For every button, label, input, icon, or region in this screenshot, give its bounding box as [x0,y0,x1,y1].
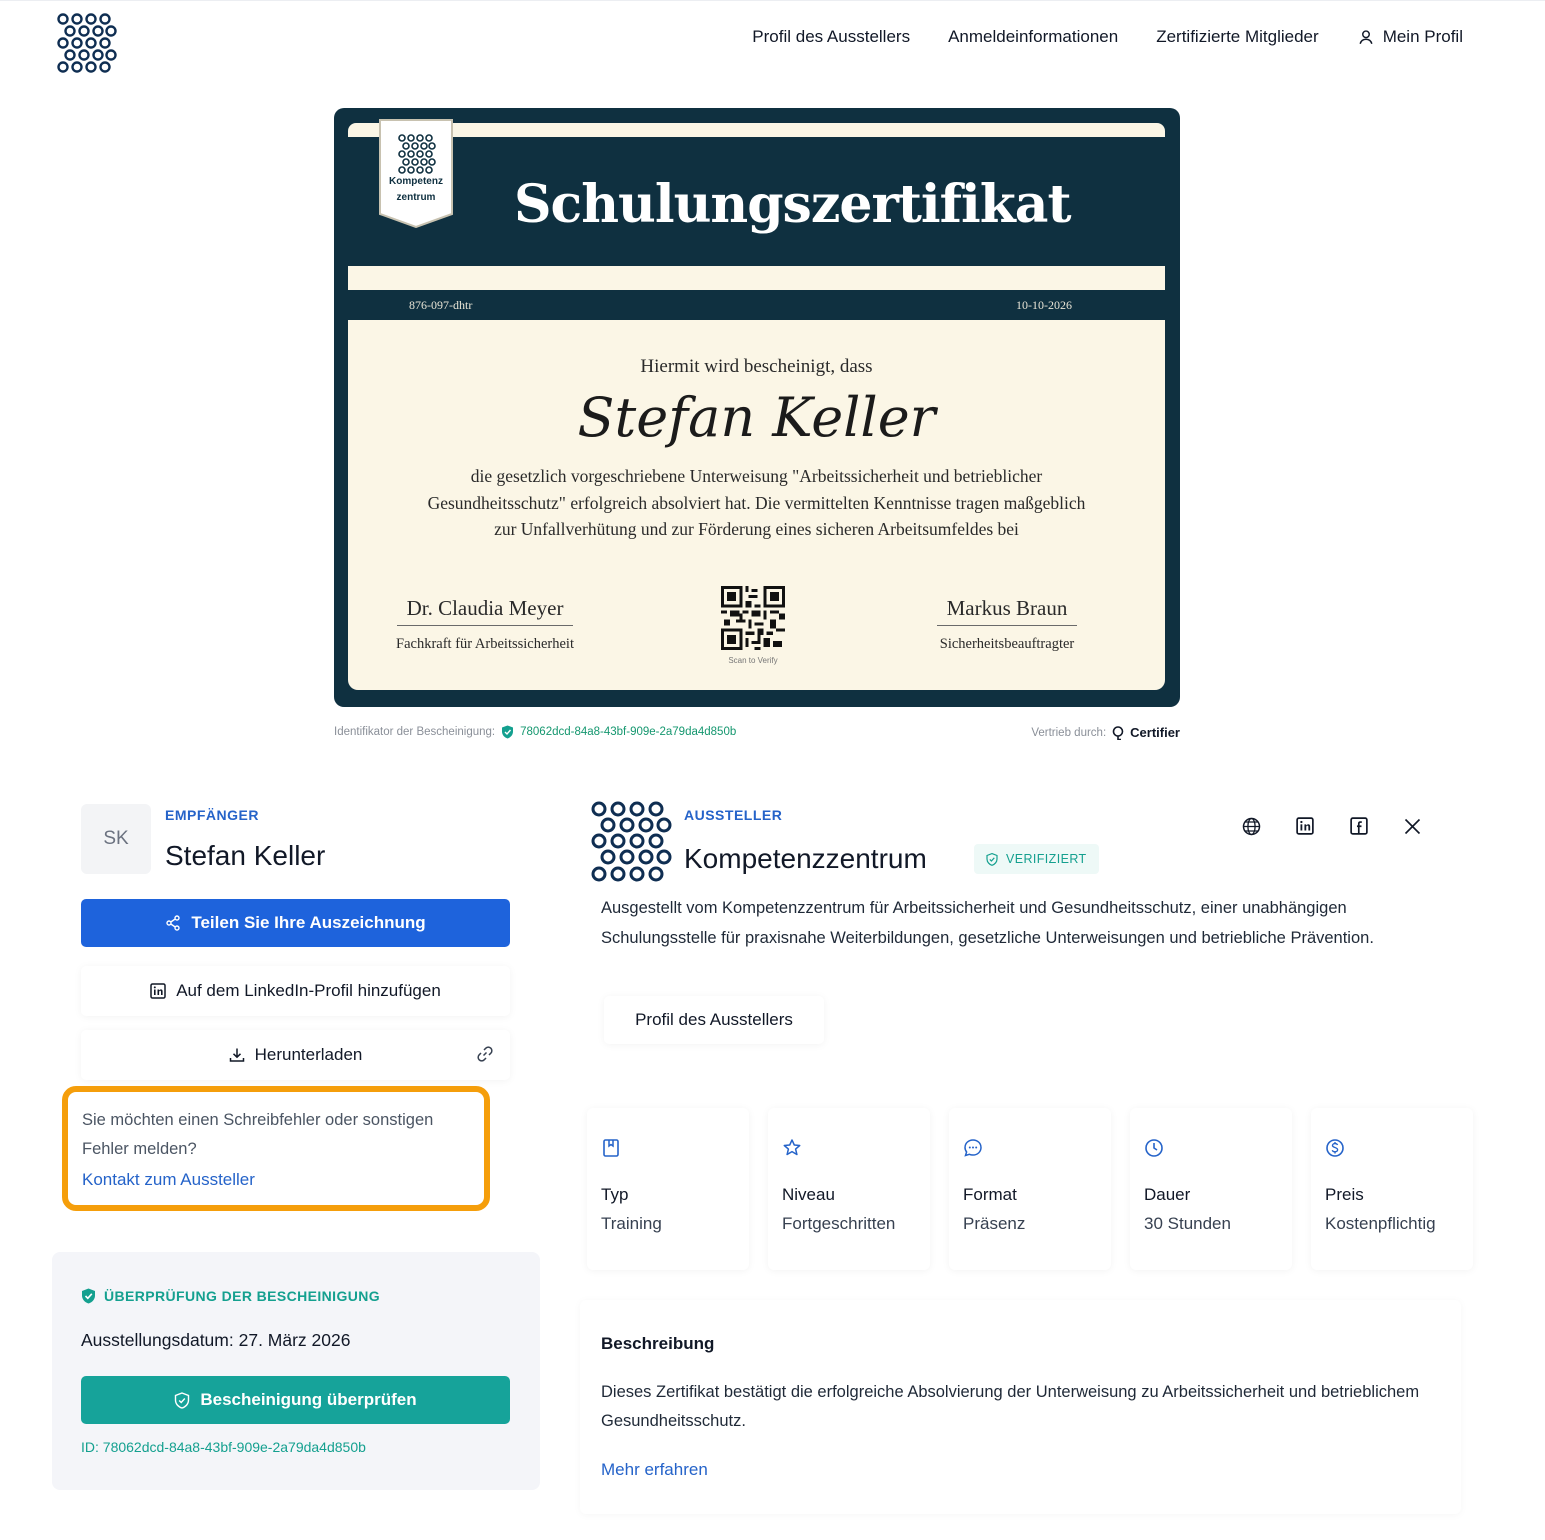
verification-heading [81,1288,380,1304]
signature-right [892,596,1122,653]
identifier-value[interactable]: 78062dcd-84a8-43bf-909e-2a79da4d850b [520,726,737,738]
attribute-value: Kostenpflichtig [1325,1214,1436,1233]
shield-check-icon [501,725,514,739]
distributor [1031,725,1180,740]
add-to-linkedin-label: Auf dem LinkedIn-Profil hinzufügen [176,981,441,1000]
distributor-label: Vertrieb durch: [1031,726,1107,739]
attribute-card-price [1311,1108,1473,1270]
shield-check-icon [81,1288,96,1304]
download-button[interactable] [81,1030,510,1080]
facebook-icon [1350,817,1368,835]
user-icon [1357,28,1375,46]
verified-badge [974,844,1099,874]
attribute-value: Präsenz [963,1214,1026,1233]
description-title: Beschreibung [601,1334,715,1353]
linkedin-icon [1296,817,1314,835]
badge-label [378,174,454,206]
qr-code-icon[interactable] [721,586,785,650]
signer-role: Fachkraft für Arbeitssicherheit [396,636,574,652]
certificate-date: 10-10-2026 [1016,298,1072,312]
attribute-value: Fortgeschritten [782,1214,896,1233]
issuer-label: AUSSTELLER [684,807,783,823]
share-icon [165,915,181,931]
certificate-statement: die gesetzlich vorgeschriebene Unterweisung "Arbeitssicherheit und betrieblicher Gesundheitsschutz" erfolgreich absolviert hat. Die vermittelten Kenntnisse tragen maßgeblich zur Unfallverhütung und zur Förderung eines sicheren Arbeitsumfeldes bei [427,466,1086,539]
download-icon [229,1047,245,1063]
attribute-key: Preis [1325,1185,1364,1204]
attribute-value: 30 Stunden [1144,1214,1231,1233]
issue-date [81,1330,350,1351]
star-icon [782,1138,802,1158]
brand-logo[interactable] [56,13,118,73]
contact-issuer-link[interactable]: Kontakt zum Aussteller [82,1170,255,1189]
nav-my-profile[interactable] [1357,27,1463,47]
signature-left [370,596,600,653]
certificate-body [348,320,1165,690]
add-to-linkedin-button[interactable] [81,966,510,1016]
nav-issuer-profile[interactable]: Profil des Ausstellers [752,27,911,46]
issuer-description: Ausgestellt vom Kompetenzzentrum für Arbeitssicherheit und Gesundheitsschutz, einer unabhängigen Schulungsstelle für praxisnahe Weiterbildungen, gesetzliche Unterweisungen und betriebliche Prävention. [601,899,1374,947]
issue-date-value: 27. März 2026 [238,1330,351,1350]
shield-check-icon [986,853,998,866]
certificate-recipient-name: Stefan Keller [577,386,936,449]
share-button[interactable] [81,899,510,947]
verification-card [52,1252,540,1490]
signer-name: Markus Braun [937,596,1078,626]
certificate-footer [334,722,1180,742]
report-error-text: Sie möchten einen Schreibfehler oder sonstigen Fehler melden? [82,1111,434,1158]
shield-icon [174,1392,190,1409]
facebook-share-button[interactable] [1348,815,1370,837]
recipient-name: Stefan Keller [165,840,326,871]
chat-icon [963,1138,983,1158]
linkedin-icon [150,983,166,999]
certificate-top-strip [348,123,1165,137]
attribute-card-duration [1130,1108,1292,1270]
nav-credentials[interactable]: Anmeldeinformationen [948,27,1119,46]
signer-role: Sicherheitsbeauftragter [939,636,1075,652]
x-icon [1404,818,1421,835]
nav-certified-members[interactable]: Zertifizierte Mitglieder [1156,27,1319,46]
avatar: SK [81,804,151,874]
badge-label-line1: Kompetenz [389,176,443,187]
download-button-label: Herunterladen [254,1045,363,1064]
issuer-badge-icon [378,116,454,228]
x-share-button[interactable] [1401,815,1423,837]
certificate-intro: Hiermit wird bescheinigt, dass [640,356,873,377]
certificate-code: 876-097-dhtr [409,298,473,312]
copy-link-icon[interactable] [476,1045,494,1063]
signer-name: Dr. Claudia Meyer [397,596,574,626]
recipient-label: EMPFÄNGER [165,807,259,823]
attribute-card-level [768,1108,930,1270]
nav-my-profile-label: Mein Profil [1382,27,1463,46]
certifier-logo-icon [1112,726,1124,740]
attribute-value: Training [601,1214,662,1233]
certificate-identifier [334,725,736,739]
website-button[interactable] [1240,815,1262,837]
attribute-card-format [949,1108,1111,1270]
certificate-band [348,266,1165,290]
issuer-name: Kompetenzzentrum [684,843,927,874]
verify-certificate-label: Bescheinigung überprüfen [200,1390,417,1409]
attribute-key: Niveau [782,1185,835,1204]
distributor-name[interactable]: Certifier [1130,725,1180,740]
linkedin-share-button[interactable] [1294,815,1316,837]
share-button-label: Teilen Sie Ihre Auszeichnung [191,913,426,932]
clock-icon [1144,1138,1164,1158]
learn-more-link[interactable]: Mehr erfahren [601,1460,708,1479]
badge-label-line2: zentrum [396,192,436,203]
verified-label: VERIFIZIERT [1006,852,1087,866]
verification-heading-label: ÜBERPRÜFUNG DER BESCHEINIGUNG [104,1288,381,1304]
certificate-image [334,108,1180,707]
qr-label: Scan to Verify [728,656,778,665]
main-nav [752,27,1463,47]
description-text: Dieses Zertifikat bestätigt die erfolgreiche Absolvierung der Unterweisung zu Arbeitssicherheit und betrieblichem Gesundheitsschutz. [601,1383,1420,1430]
book-icon [601,1138,621,1158]
certificate-title: Schulungszertifikat [514,174,1071,235]
issue-date-label: Ausstellungsdatum: [81,1330,234,1350]
issuer-logo [589,800,673,884]
attribute-key: Format [963,1185,1017,1204]
attribute-card-type [587,1108,749,1270]
attribute-key: Typ [601,1185,629,1204]
top-navigation [0,0,1545,84]
identifier-label: Identifikator der Bescheinigung: [334,726,496,738]
dollar-icon [1325,1138,1345,1158]
verify-certificate-button[interactable] [81,1376,510,1424]
globe-icon [1242,817,1261,836]
report-error-box [62,1086,490,1211]
issuer-profile-button[interactable]: Profil des Ausstellers [604,996,824,1044]
certificate-id: ID: 78062dcd-84a8-43bf-909e-2a79da4d850b [81,1439,366,1455]
attribute-key: Dauer [1144,1185,1191,1204]
description-card [580,1300,1461,1514]
